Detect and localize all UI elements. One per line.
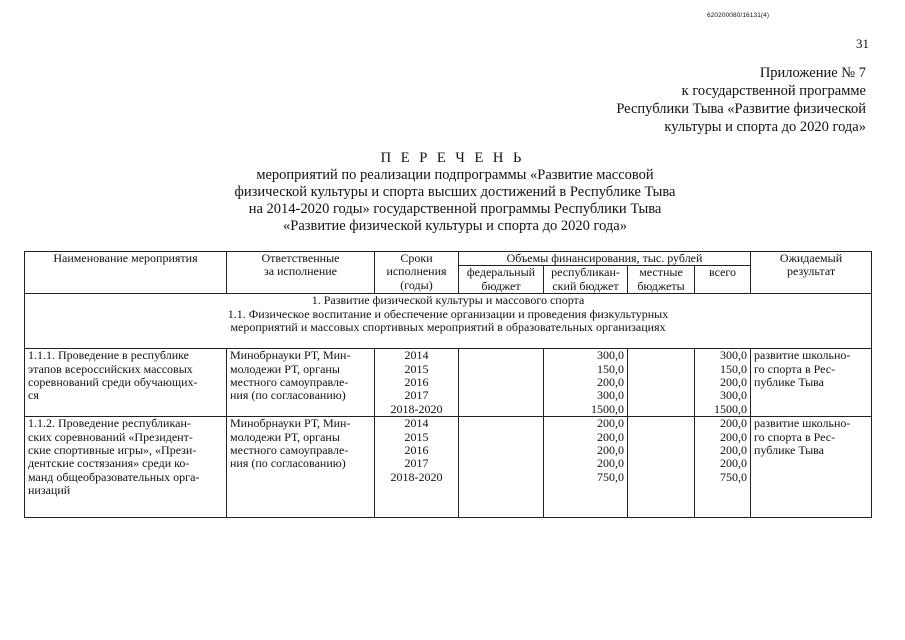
responsible-line: молодежи РТ, органы: [230, 361, 340, 376]
name-line: ские спортивные игры», «Прези-: [28, 443, 197, 458]
header-local-line: бюджеты: [637, 278, 685, 293]
name-line: 1.1.1. Проведение в республике: [28, 348, 189, 363]
header-republic-line: ский бюджет: [552, 278, 619, 293]
years-line: 2016: [404, 375, 429, 390]
total-line: 300,0: [720, 348, 748, 363]
republic-line: 300,0: [597, 388, 624, 403]
total-line: 150,0: [720, 361, 748, 376]
measure-name: [25, 349, 227, 417]
table-row: [25, 417, 872, 518]
header-responsible-line: за исполнение: [264, 264, 337, 279]
years-line: 2014: [404, 416, 429, 431]
local-budget: [628, 349, 695, 417]
name-line: ся: [28, 388, 39, 403]
header-terms-line: исполнения: [386, 264, 447, 279]
subtitle-line: «Развитие физической культуры и спорта до 2020 года»: [283, 218, 627, 234]
responsible-line: молодежи РТ, органы: [230, 429, 340, 444]
years-line: 2015: [404, 429, 429, 444]
header-responsible: [227, 252, 375, 294]
header-row: [25, 252, 872, 266]
name-line: дентские состязания» среди ко-: [28, 456, 190, 471]
responsible-line: Минобрнауки РТ, Мин-: [230, 416, 351, 431]
total: [695, 417, 751, 518]
appendix-line: Приложение № 7: [759, 65, 866, 81]
result-line: го спорта в Рес-: [754, 429, 836, 444]
responsible-line: местного самоуправле-: [230, 375, 349, 390]
total-line: 300,0: [720, 388, 748, 403]
years-line: 2014: [404, 348, 429, 363]
subtitle-line: мероприятий по реализации подпрограммы «Развитие массовой: [256, 167, 654, 183]
responsible: [227, 417, 375, 518]
header-result: [751, 252, 872, 294]
appendix-header: [566, 64, 866, 136]
responsible-line: ния (по согласованию): [230, 456, 346, 471]
expected-result: [751, 417, 872, 518]
years: [375, 349, 459, 417]
appendix-line: культуры и спорта до 2020 года»: [664, 119, 866, 135]
republic-line: 1500,0: [591, 401, 624, 416]
name-line: низаций: [28, 483, 71, 498]
result-line: развитие школьно-: [754, 416, 851, 431]
header-result-line: результат: [786, 264, 836, 279]
total-line: 200,0: [720, 429, 748, 444]
total-line: 200,0: [720, 416, 748, 431]
section-line: 1.1. Физическое воспитание и обеспечение организации и проведения физкультурных: [227, 306, 669, 321]
header-result-line: Ожидаемый: [779, 251, 843, 265]
republic-line: 150,0: [597, 361, 624, 376]
responsible: [227, 349, 375, 417]
republic-line: 200,0: [597, 429, 624, 444]
section-line: 1. Развитие физической культуры и массового спорта: [311, 293, 585, 308]
table-row: [25, 349, 872, 417]
header-terms-line: (годы): [400, 277, 433, 292]
total-line: 200,0: [720, 456, 748, 471]
republic-line: 200,0: [597, 416, 624, 431]
name-line: этапов всероссийских массовых: [28, 361, 193, 376]
header-funding: Объемы финансирования, тыс. рублей: [459, 252, 751, 266]
header-local: [628, 266, 695, 294]
republic-line: 200,0: [597, 375, 624, 390]
result-line: публике Тыва: [754, 375, 824, 390]
republic-line: 750,0: [597, 469, 624, 484]
responsible-line: Минобрнауки РТ, Мин-: [230, 348, 351, 363]
result-line: развитие школьно-: [754, 348, 851, 363]
header-republic-line: республикан-: [551, 265, 620, 280]
responsible-line: ния (по согласованию): [230, 388, 346, 403]
total-line: 750,0: [720, 469, 748, 484]
federal-budget: [459, 417, 544, 518]
header-republic: [544, 266, 628, 294]
name-line: манд общеобразовательных орга-: [28, 469, 200, 484]
subtitle-line: физической культуры и спорта высших достижений в Республике Тыва: [234, 184, 676, 200]
years-line: 2015: [404, 361, 429, 376]
header-federal: [459, 266, 544, 294]
years-line: 2016: [404, 443, 429, 458]
result-line: го спорта в Рес-: [754, 361, 836, 376]
header-responsible-line: Ответственные: [261, 251, 340, 265]
years-line: 2018-2020: [390, 469, 443, 484]
document-code: 620200080/16131(4): [707, 12, 770, 19]
subtitle-line: на 2014-2020 годы» государственной программы Республики Тыва: [248, 201, 662, 217]
total-line: 200,0: [720, 443, 748, 458]
name-line: ских соревнований «Президент-: [28, 429, 193, 444]
total: [695, 349, 751, 417]
years-line: 2017: [404, 388, 429, 403]
responsible-line: местного самоуправле-: [230, 443, 349, 458]
appendix-line: к государственной программе: [681, 83, 866, 99]
header-name: Наименование мероприятия: [25, 252, 227, 294]
section-heading: [25, 294, 872, 349]
name-line: соревнований среди обучающих-: [28, 375, 198, 390]
years-line: 2017: [404, 456, 429, 471]
document-title: П Е Р Е Ч Е Н Ь: [380, 150, 525, 166]
header-terms-line: Сроки: [400, 251, 433, 265]
header-federal-line: бюджет: [481, 278, 521, 293]
local-budget: [628, 417, 695, 518]
measure-name: [25, 417, 227, 518]
header-federal-line: федеральный: [466, 265, 536, 280]
years-line: 2018-2020: [390, 401, 443, 416]
name-line: 1.1.2. Проведение республикан-: [28, 416, 191, 431]
section-row: [25, 294, 872, 349]
header-local-line: местные: [639, 265, 683, 280]
republic-budget: [544, 349, 628, 417]
years: [375, 417, 459, 518]
republic-budget: [544, 417, 628, 518]
federal-budget: [459, 349, 544, 417]
republic-line: 200,0: [597, 443, 624, 458]
result-line: публике Тыва: [754, 443, 824, 458]
page-number: 31: [856, 36, 869, 51]
document-subtitle: [190, 167, 720, 235]
header-terms: [375, 252, 459, 294]
republic-line: 300,0: [597, 348, 624, 363]
republic-line: 200,0: [597, 456, 624, 471]
expected-result: [751, 349, 872, 417]
measures-table: [24, 251, 872, 518]
appendix-line: Республики Тыва «Развитие физической: [616, 101, 866, 117]
section-line: мероприятий и массовых спортивных мероприятий в образовательных организациях: [230, 320, 666, 335]
total-line: 1500,0: [714, 401, 748, 416]
header-total: всего: [695, 266, 751, 294]
total-line: 200,0: [720, 375, 748, 390]
